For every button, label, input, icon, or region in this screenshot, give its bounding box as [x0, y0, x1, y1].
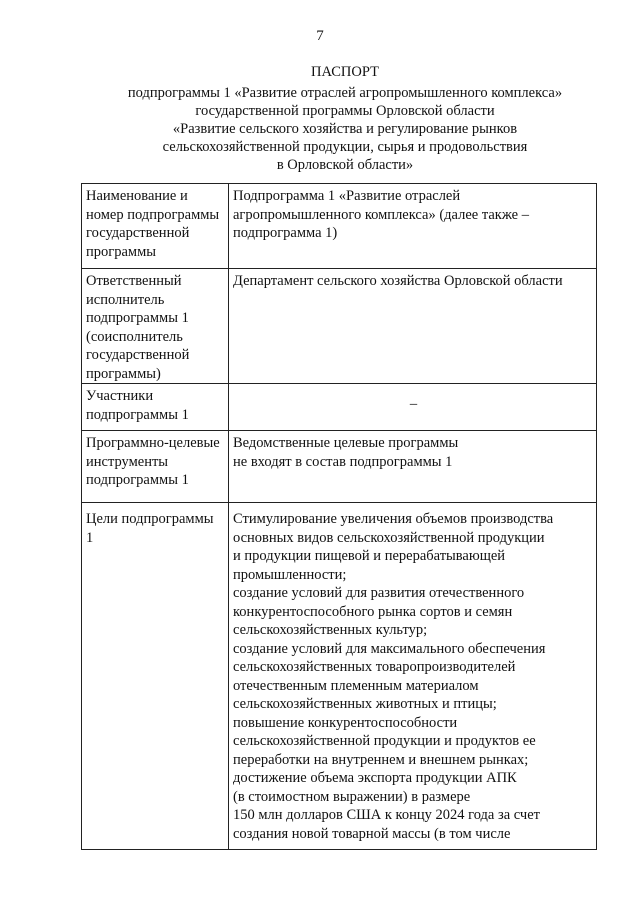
value-line: основных видов сельскохозяйственной продукции	[233, 529, 545, 546]
row-label	[82, 384, 229, 431]
row-value	[229, 269, 597, 384]
label-line: государственной	[86, 225, 190, 241]
value-line: промышленности;	[233, 566, 347, 583]
label-line: Участники	[86, 388, 154, 404]
label-line: программы	[86, 243, 156, 260]
table-row	[82, 269, 597, 384]
row-label	[82, 184, 229, 269]
value-line: не входят в состав подпрограммы 1	[233, 453, 453, 470]
row-label	[82, 431, 229, 503]
value-line: создание условий для развития отечественного	[233, 585, 525, 601]
value-line: переработки на внутреннем и внешнем рынках;	[233, 751, 529, 768]
value-line: повышение конкурентоспособности	[233, 714, 458, 731]
document-title: ПАСПОРТ	[311, 64, 379, 80]
value-line: достижение объема экспорта продукции АПК	[233, 770, 517, 786]
label-line: государственной	[86, 347, 190, 363]
label-line: Цели подпрограммы	[86, 511, 214, 527]
value-line: подпрограмма 1)	[233, 225, 338, 241]
table-row	[82, 431, 597, 503]
row-value	[229, 503, 597, 850]
label-line: подпрограммы 1	[86, 310, 189, 326]
empty-dash: –	[409, 396, 418, 412]
header-line: государственной программы Орловской области	[195, 103, 495, 119]
value-line: агропромышленного комплекса» (далее также –	[233, 206, 529, 223]
label-line: Наименование и	[86, 188, 188, 204]
label-line: (соисполнитель	[86, 328, 183, 345]
value-line: (в стоимостном выражении) в размере	[233, 788, 471, 805]
value-line: Стимулирование увеличения объемов производства	[233, 511, 554, 527]
value-line: Подпрограмма 1 «Развитие отраслей	[233, 188, 461, 204]
row-value	[229, 431, 597, 503]
value-line: Ведомственные целевые программы	[233, 435, 459, 451]
label-line: Ответственный	[86, 273, 182, 289]
value-line: и продукции пищевой и перерабатывающей	[233, 548, 506, 564]
value-line: 150 млн долларов США к концу 2024 года за счет	[233, 807, 540, 823]
row-value	[229, 184, 597, 269]
label-line: программы)	[86, 365, 161, 382]
row-value	[229, 384, 597, 431]
passport-table	[81, 183, 597, 850]
passport-header	[80, 63, 610, 174]
table-row	[82, 503, 597, 850]
header-line: сельскохозяйственной продукции, сырья и продовольствия	[162, 139, 528, 155]
table-row	[82, 184, 597, 269]
value-line: создание условий для максимального обеспечения	[233, 640, 546, 657]
value-line: сельскохозяйственных животных и птицы;	[233, 696, 497, 712]
label-line: номер подпрограммы	[86, 206, 220, 223]
label-line: инструменты	[86, 453, 169, 470]
header-line: подпрограммы 1 «Развитие отраслей агропромышленного комплекса»	[127, 85, 563, 101]
page-number: 7	[316, 28, 324, 44]
value-line: отечественным племенным материалом	[233, 677, 479, 694]
label-line: 1	[86, 529, 94, 546]
value-line: конкурентоспособного рынка сортов и семян	[233, 603, 513, 620]
table-row	[82, 384, 597, 431]
header-line: в Орловской области»	[276, 157, 414, 173]
row-label	[82, 503, 229, 850]
header-line: «Развитие сельского хозяйства и регулирование рынков	[172, 121, 518, 137]
label-line: Программно-целевые	[86, 435, 220, 451]
value-line: сельскохозяйственных товаропроизводителей	[233, 659, 516, 675]
value-line: сельскохозяйственных культур;	[233, 622, 428, 638]
label-line: подпрограммы 1	[86, 406, 189, 423]
value-line: создания новой товарной массы (в том числе	[233, 825, 511, 842]
value-line: сельскохозяйственной продукции и продуктов ее	[233, 733, 536, 749]
label-line: подпрограммы 1	[86, 472, 189, 488]
row-label	[82, 269, 229, 384]
value-line: Департамент сельского хозяйства Орловской области	[233, 273, 563, 289]
label-line: исполнитель	[86, 291, 165, 308]
